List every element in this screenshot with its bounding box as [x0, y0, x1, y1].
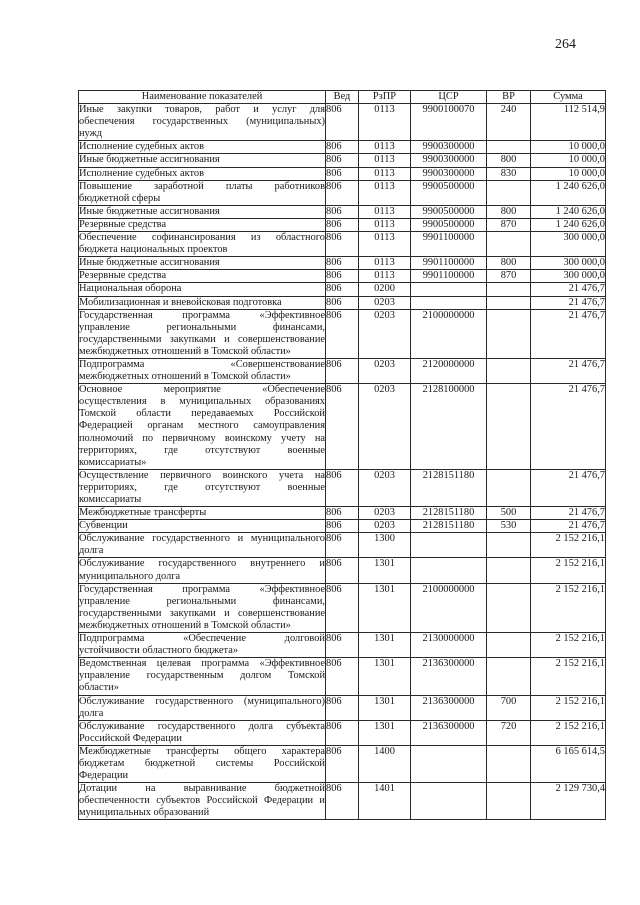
ved-cell: 806 — [326, 296, 359, 309]
rzpr-cell: 0203 — [359, 309, 411, 358]
sum-cell: 300 000,0 — [531, 270, 606, 283]
indicator-name-line: Томской области передаваемых Российской — [79, 408, 325, 420]
vr-cell: 800 — [487, 205, 531, 218]
header-sum: Сумма — [531, 91, 606, 104]
vr-cell — [487, 141, 531, 154]
indicator-name-line: Повышение заработной платы работников — [79, 180, 325, 192]
sum-cell: 112 514,9 — [531, 104, 606, 141]
rzpr-cell: 0203 — [359, 296, 411, 309]
csr-cell: 9900300000 — [411, 167, 487, 180]
ved-cell: 806 — [326, 745, 359, 782]
vr-cell: 830 — [487, 167, 531, 180]
indicator-name-line: Осуществление первичного воинского учета на — [79, 469, 325, 481]
rzpr-cell: 0203 — [359, 507, 411, 520]
vr-cell: 870 — [487, 270, 531, 283]
sum-cell: 2 152 216,1 — [531, 558, 606, 583]
indicator-name-cell — [79, 720, 326, 745]
indicator-name-line: муниципального долга — [79, 570, 181, 582]
sum-cell: 21 476,7 — [531, 358, 606, 383]
ved-cell: 806 — [326, 309, 359, 358]
sum-cell: 21 476,7 — [531, 384, 606, 470]
table-row — [79, 783, 606, 820]
ved-cell: 806 — [326, 469, 359, 506]
csr-cell: 2136300000 — [411, 720, 487, 745]
indicator-name-line: межбюджетных отношений в Томской области» — [79, 371, 291, 383]
vr-cell — [487, 180, 531, 205]
indicator-name-cell — [79, 583, 326, 632]
csr-cell: 9900500000 — [411, 180, 487, 205]
indicator-name-line: Государственная программа «Эффективное — [79, 583, 325, 595]
csr-cell: 9900500000 — [411, 218, 487, 231]
csr-cell: 9901100000 — [411, 257, 487, 270]
vr-cell — [487, 283, 531, 296]
ved-cell: 806 — [326, 232, 359, 257]
sum-cell: 21 476,7 — [531, 520, 606, 533]
rzpr-cell: 0113 — [359, 232, 411, 257]
table-row — [79, 558, 606, 583]
sum-cell: 2 152 216,1 — [531, 720, 606, 745]
sum-cell: 21 476,7 — [531, 507, 606, 520]
vr-cell — [487, 358, 531, 383]
sum-cell: 10 000,0 — [531, 154, 606, 167]
csr-cell: 9900300000 — [411, 154, 487, 167]
csr-cell: 9900500000 — [411, 205, 487, 218]
ved-cell: 806 — [326, 507, 359, 520]
rzpr-cell: 0203 — [359, 469, 411, 506]
indicator-name-cell — [79, 309, 326, 358]
indicator-name-line: муниципальных образований — [79, 807, 210, 819]
csr-cell: 2136300000 — [411, 695, 487, 720]
csr-cell: 2128151180 — [411, 520, 487, 533]
indicator-name-line: бюджетам бюджетной системы Российской — [79, 757, 325, 769]
indicator-name-line: Российской Федерации — [79, 732, 182, 744]
ved-cell: 806 — [326, 358, 359, 383]
indicator-name-cell — [79, 384, 326, 470]
indicator-name-line: Обслуживание государственного внутреннего и — [79, 558, 325, 570]
vr-cell — [487, 296, 531, 309]
rzpr-cell: 1301 — [359, 558, 411, 583]
indicator-name-line: комиссариаты» — [79, 456, 147, 468]
csr-cell — [411, 783, 487, 820]
csr-cell: 9900300000 — [411, 141, 487, 154]
ved-cell: 806 — [326, 783, 359, 820]
indicator-name-cell — [79, 270, 326, 283]
ved-cell: 806 — [326, 533, 359, 558]
indicator-name-cell — [79, 507, 326, 520]
csr-cell: 2100000000 — [411, 309, 487, 358]
indicator-name-line: Подпрограмма «Совершенствование — [79, 358, 325, 370]
ved-cell: 806 — [326, 583, 359, 632]
table-row — [79, 218, 606, 231]
table-row — [79, 384, 606, 470]
indicator-name-cell — [79, 218, 326, 231]
table-row — [79, 270, 606, 283]
indicator-name-line: Подпрограмма «Обеспечение долговой — [79, 633, 325, 645]
indicator-name-cell — [79, 205, 326, 218]
indicator-name-line: Дотации на выравнивание бюджетной — [79, 783, 325, 795]
indicator-name-line: Обслуживание государственного (муниципального) — [79, 695, 325, 707]
csr-cell — [411, 296, 487, 309]
ved-cell: 806 — [326, 180, 359, 205]
indicator-name-line: Межбюджетные трансферты — [79, 507, 207, 519]
rzpr-cell: 0113 — [359, 104, 411, 141]
ved-cell: 806 — [326, 658, 359, 695]
table-row — [79, 104, 606, 141]
ved-cell: 806 — [326, 257, 359, 270]
indicator-name-cell — [79, 558, 326, 583]
indicator-name-cell — [79, 257, 326, 270]
vr-cell — [487, 745, 531, 782]
indicator-name-cell — [79, 520, 326, 533]
budget-table — [78, 90, 606, 820]
indicator-name-cell — [79, 283, 326, 296]
table-row — [79, 232, 606, 257]
vr-cell: 500 — [487, 507, 531, 520]
csr-cell — [411, 745, 487, 782]
vr-cell — [487, 232, 531, 257]
vr-cell: 530 — [487, 520, 531, 533]
rzpr-cell: 1301 — [359, 695, 411, 720]
indicator-name-line: управление региональными финансами, — [79, 595, 325, 607]
indicator-name-line: Резервные средства — [79, 218, 167, 230]
vr-cell — [487, 558, 531, 583]
ved-cell: 806 — [326, 141, 359, 154]
rzpr-cell: 0113 — [359, 270, 411, 283]
rzpr-cell: 1301 — [359, 633, 411, 658]
indicator-name-line: Федерацией органам местного самоуправления — [79, 420, 325, 432]
ved-cell: 806 — [326, 154, 359, 167]
table-row — [79, 533, 606, 558]
indicator-name-line: Обеспечение софинансирования из областного — [79, 232, 325, 244]
csr-cell: 9901100000 — [411, 232, 487, 257]
sum-cell: 300 000,0 — [531, 232, 606, 257]
sum-cell: 2 152 216,1 — [531, 583, 606, 632]
table-row — [79, 358, 606, 383]
table-row — [79, 167, 606, 180]
indicator-name-line: бюджета национальных проектов — [79, 244, 228, 256]
ved-cell: 806 — [326, 633, 359, 658]
indicator-name-line: Иные бюджетные ассигнования — [79, 257, 220, 269]
ved-cell: 806 — [326, 720, 359, 745]
indicator-name-cell — [79, 167, 326, 180]
indicator-name-cell — [79, 104, 326, 141]
rzpr-cell: 1301 — [359, 583, 411, 632]
indicator-name-line: межбюджетных отношений в Томской области» — [79, 619, 291, 631]
indicator-name-line: долга — [79, 707, 104, 719]
csr-cell — [411, 533, 487, 558]
sum-cell: 2 152 216,1 — [531, 533, 606, 558]
ved-cell: 806 — [326, 104, 359, 141]
indicator-name-cell — [79, 232, 326, 257]
csr-cell: 2128151180 — [411, 469, 487, 506]
indicator-name-line: Межбюджетные трансферты общего характера — [79, 745, 325, 757]
csr-cell: 2120000000 — [411, 358, 487, 383]
indicator-name-line: Резервные средства — [79, 270, 167, 282]
table-row — [79, 633, 606, 658]
sum-cell: 21 476,7 — [531, 469, 606, 506]
rzpr-cell: 0113 — [359, 218, 411, 231]
header-vr: ВР — [487, 91, 531, 104]
ved-cell: 806 — [326, 218, 359, 231]
rzpr-cell: 1401 — [359, 783, 411, 820]
csr-cell — [411, 283, 487, 296]
indicator-name-line: управление региональными финансами, — [79, 321, 325, 333]
rzpr-cell: 0113 — [359, 257, 411, 270]
indicator-name-line: государственными закупками и совершенствование — [79, 333, 325, 345]
table-row — [79, 154, 606, 167]
table-row — [79, 205, 606, 218]
ved-cell: 806 — [326, 520, 359, 533]
rzpr-cell: 0203 — [359, 520, 411, 533]
vr-cell — [487, 633, 531, 658]
indicator-name-line: Обслуживание государственного и муниципального — [79, 533, 325, 545]
vr-cell — [487, 469, 531, 506]
indicator-name-line: Обслуживание государственного долга субъекта — [79, 720, 325, 732]
table-row — [79, 658, 606, 695]
indicator-name-line: нужд — [79, 128, 103, 140]
vr-cell — [487, 583, 531, 632]
rzpr-cell: 0113 — [359, 154, 411, 167]
vr-cell: 870 — [487, 218, 531, 231]
sum-cell: 10 000,0 — [531, 167, 606, 180]
csr-cell: 2130000000 — [411, 633, 487, 658]
indicator-name-line: территориях, где отсутствуют военные — [79, 444, 325, 456]
indicator-name-cell — [79, 658, 326, 695]
sum-cell: 1 240 626,0 — [531, 205, 606, 218]
vr-cell: 800 — [487, 154, 531, 167]
indicator-name-cell — [79, 533, 326, 558]
sum-cell: 1 240 626,0 — [531, 218, 606, 231]
vr-cell — [487, 384, 531, 470]
header-csr: ЦСР — [411, 91, 487, 104]
header-rzpr: РзПР — [359, 91, 411, 104]
table-row — [79, 296, 606, 309]
indicator-name-line: Субвенции — [79, 520, 128, 532]
ved-cell: 806 — [326, 695, 359, 720]
indicator-name-cell — [79, 358, 326, 383]
rzpr-cell: 0113 — [359, 205, 411, 218]
table-row — [79, 469, 606, 506]
indicator-name-line: осуществления в муниципальных образованиях — [79, 396, 325, 408]
indicator-name-line: долга — [79, 545, 104, 557]
indicator-name-cell — [79, 469, 326, 506]
vr-cell — [487, 783, 531, 820]
sum-cell: 6 165 614,5 — [531, 745, 606, 782]
indicator-name-cell — [79, 783, 326, 820]
indicator-name-cell — [79, 695, 326, 720]
rzpr-cell: 0113 — [359, 141, 411, 154]
rzpr-cell: 1301 — [359, 658, 411, 695]
table-row — [79, 283, 606, 296]
rzpr-cell: 1400 — [359, 745, 411, 782]
table-row — [79, 520, 606, 533]
sum-cell: 2 129 730,4 — [531, 783, 606, 820]
header-ved: Вед — [326, 91, 359, 104]
csr-cell: 2100000000 — [411, 583, 487, 632]
rzpr-cell: 0203 — [359, 384, 411, 470]
sum-cell: 21 476,7 — [531, 296, 606, 309]
table-row — [79, 720, 606, 745]
indicator-name-line: Иные бюджетные ассигнования — [79, 154, 220, 166]
indicator-name-cell — [79, 141, 326, 154]
table-row — [79, 180, 606, 205]
table-row — [79, 141, 606, 154]
sum-cell: 300 000,0 — [531, 257, 606, 270]
table-row — [79, 257, 606, 270]
sum-cell: 21 476,7 — [531, 309, 606, 358]
indicator-name-line: области» — [79, 682, 119, 694]
sum-cell: 21 476,7 — [531, 283, 606, 296]
table-header — [79, 91, 606, 104]
sum-cell: 2 152 216,1 — [531, 658, 606, 695]
indicator-name-line: бюджетной сферы — [79, 192, 161, 204]
csr-cell — [411, 558, 487, 583]
rzpr-cell: 1301 — [359, 720, 411, 745]
indicator-name-line: межбюджетных отношений в Томской области» — [79, 345, 291, 357]
rzpr-cell: 0200 — [359, 283, 411, 296]
header-row — [79, 91, 606, 104]
table-row — [79, 745, 606, 782]
table-row — [79, 695, 606, 720]
ved-cell: 806 — [326, 270, 359, 283]
indicator-name-line: территориях, где отсутствуют военные — [79, 481, 325, 493]
indicator-name-line: Национальная оборона — [79, 283, 182, 295]
indicator-name-cell — [79, 154, 326, 167]
indicator-name-line: полномочий по первичному воинскому учету на — [79, 432, 325, 444]
rzpr-cell: 0113 — [359, 167, 411, 180]
sum-cell: 1 240 626,0 — [531, 180, 606, 205]
indicator-name-line: комиссариаты — [79, 494, 142, 505]
indicator-name-line: Исполнение судебных актов — [79, 141, 204, 153]
vr-cell — [487, 533, 531, 558]
indicator-name-line: Иные закупки товаров, работ и услуг для — [79, 104, 325, 116]
indicator-name-line: обеспечения государственных (муниципальных) — [79, 116, 325, 128]
indicator-name-line: Иные бюджетные ассигнования — [79, 205, 220, 217]
indicator-name-line: Исполнение судебных актов — [79, 167, 204, 179]
indicator-name-line: Основное мероприятие «Обеспечение — [79, 384, 325, 396]
indicator-name-cell — [79, 745, 326, 782]
vr-cell — [487, 309, 531, 358]
ved-cell: 806 — [326, 167, 359, 180]
table-body — [79, 104, 606, 820]
indicator-name-line: Ведомственная целевая программа «Эффективное — [79, 658, 325, 670]
csr-cell: 9900100070 — [411, 104, 487, 141]
indicator-name-cell — [79, 180, 326, 205]
rzpr-cell: 0203 — [359, 358, 411, 383]
vr-cell: 700 — [487, 695, 531, 720]
csr-cell: 2136300000 — [411, 658, 487, 695]
ved-cell: 806 — [326, 205, 359, 218]
indicator-name-line: устойчивости областного бюджета» — [79, 645, 239, 657]
page-number: 264 — [555, 37, 576, 52]
ved-cell: 806 — [326, 283, 359, 296]
indicator-name-cell — [79, 296, 326, 309]
sum-cell: 10 000,0 — [531, 141, 606, 154]
csr-cell: 9901100000 — [411, 270, 487, 283]
sum-cell: 2 152 216,1 — [531, 695, 606, 720]
ved-cell: 806 — [326, 558, 359, 583]
rzpr-cell: 1300 — [359, 533, 411, 558]
csr-cell: 2128151180 — [411, 507, 487, 520]
header-indicator-name: Наименование показателей — [79, 91, 326, 104]
vr-cell — [487, 658, 531, 695]
table-row — [79, 507, 606, 520]
indicator-name-line: Государственная программа «Эффективное — [79, 309, 325, 321]
sum-cell: 2 152 216,1 — [531, 633, 606, 658]
indicator-name-line: государственными закупками и совершенствование — [79, 607, 325, 619]
vr-cell: 720 — [487, 720, 531, 745]
indicator-name-line: Мобилизационная и вневойсковая подготовка — [79, 296, 282, 308]
table-row — [79, 583, 606, 632]
rzpr-cell: 0113 — [359, 180, 411, 205]
indicator-name-line: управление государственным долгом Томской — [79, 670, 325, 682]
vr-cell: 800 — [487, 257, 531, 270]
indicator-name-cell — [79, 633, 326, 658]
vr-cell: 240 — [487, 104, 531, 141]
csr-cell: 2128100000 — [411, 384, 487, 470]
ved-cell: 806 — [326, 384, 359, 470]
table-row — [79, 309, 606, 358]
indicator-name-line: обеспеченности субъектов Российской Федерации и — [79, 795, 325, 807]
indicator-name-line: Федерации — [79, 770, 129, 782]
